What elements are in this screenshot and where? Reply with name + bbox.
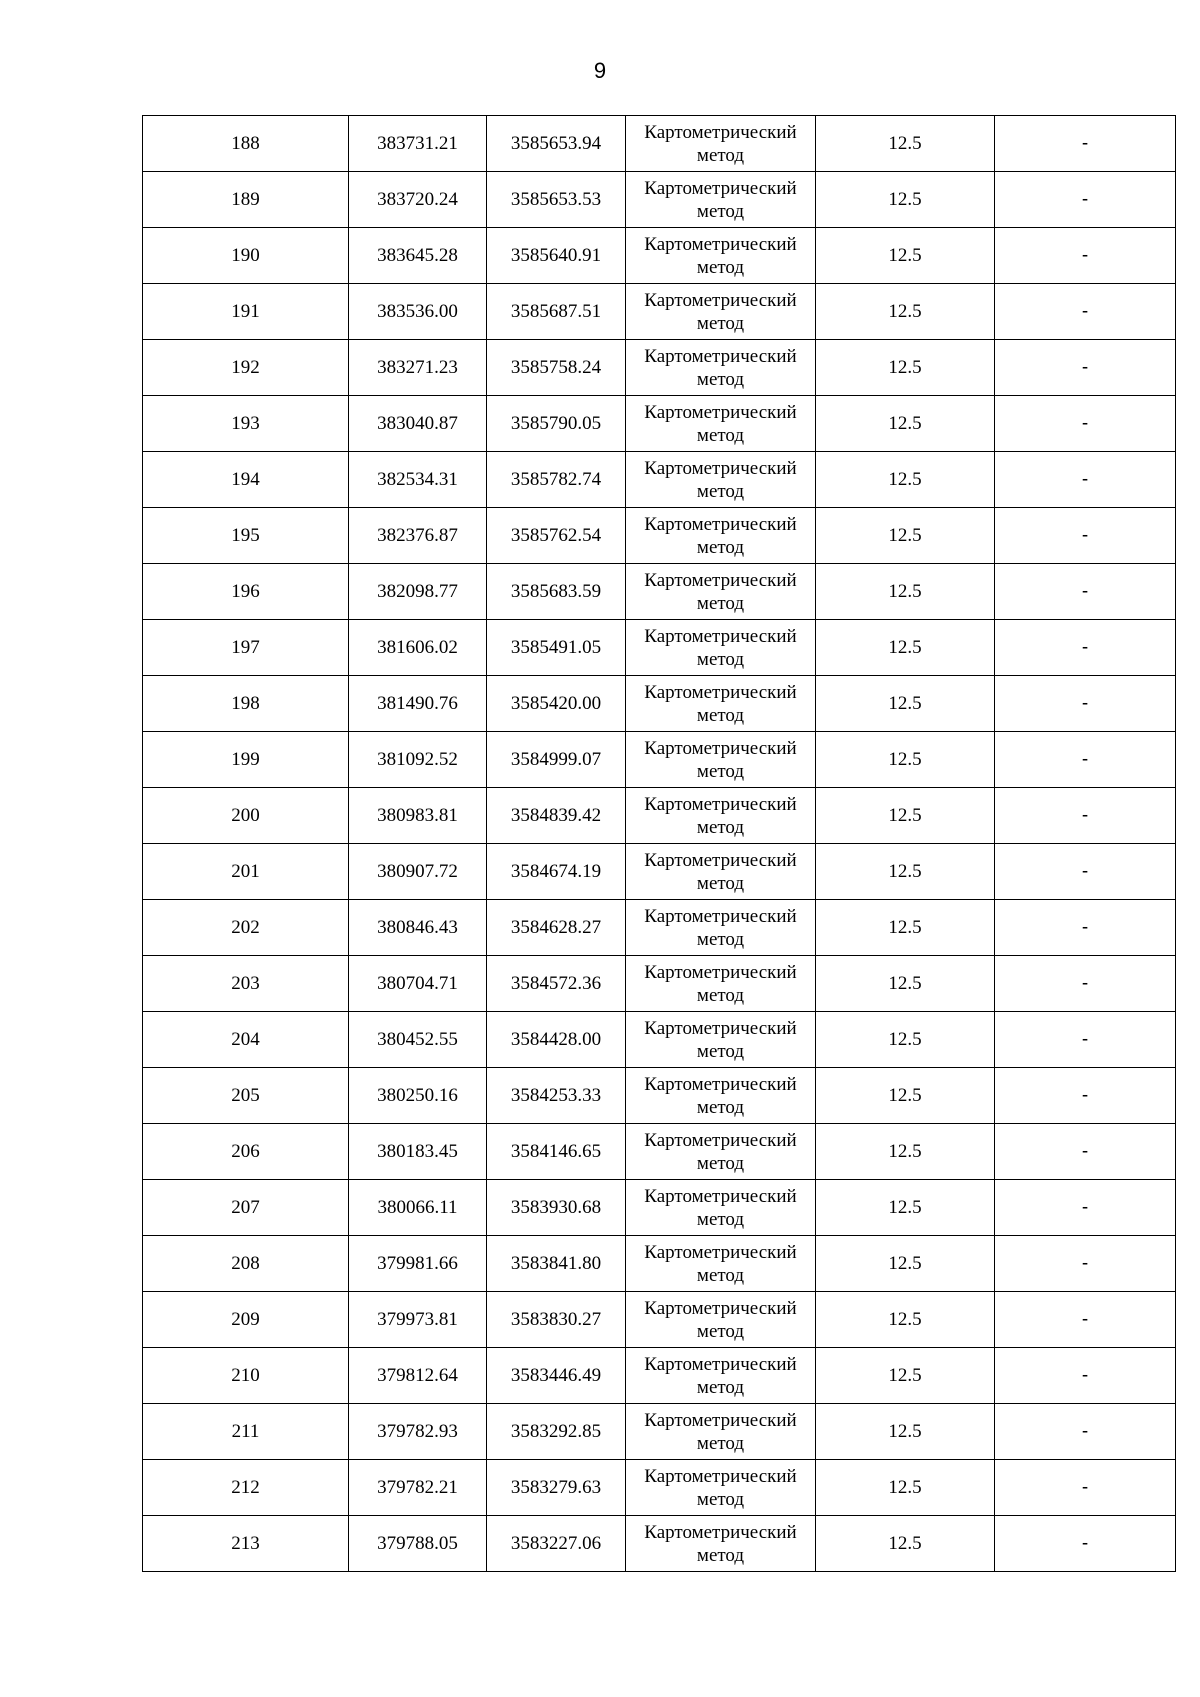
y-coordinate-cell: 3583227.06: [487, 1516, 626, 1572]
table-row: [143, 788, 1176, 844]
y-coordinate-cell: 3585683.59: [487, 564, 626, 620]
method-cell: Картометрический метод: [626, 1012, 816, 1068]
table-row: [143, 508, 1176, 564]
method-cell: Картометрический метод: [626, 844, 816, 900]
description-cell: -: [995, 844, 1176, 900]
method-cell: Картометрический метод: [626, 788, 816, 844]
method-cell: Картометрический метод: [626, 228, 816, 284]
precision-cell: 12.5: [816, 956, 995, 1012]
point-number-cell: 206: [143, 1124, 349, 1180]
point-number-cell: 204: [143, 1012, 349, 1068]
y-coordinate-cell: 3583830.27: [487, 1292, 626, 1348]
table-row: [143, 844, 1176, 900]
precision-cell: 12.5: [816, 1292, 995, 1348]
point-number-cell: 212: [143, 1460, 349, 1516]
y-coordinate-cell: 3583279.63: [487, 1460, 626, 1516]
x-coordinate-cell: 379981.66: [349, 1236, 487, 1292]
table-row: [143, 676, 1176, 732]
precision-cell: 12.5: [816, 1068, 995, 1124]
description-cell: -: [995, 116, 1176, 172]
table-row: [143, 956, 1176, 1012]
y-coordinate-cell: 3585758.24: [487, 340, 626, 396]
point-number-cell: 189: [143, 172, 349, 228]
y-coordinate-cell: 3585762.54: [487, 508, 626, 564]
point-number-cell: 197: [143, 620, 349, 676]
y-coordinate-cell: 3583292.85: [487, 1404, 626, 1460]
method-cell: Картометрический метод: [626, 1348, 816, 1404]
table-row: [143, 116, 1176, 172]
point-number-cell: 203: [143, 956, 349, 1012]
precision-cell: 12.5: [816, 116, 995, 172]
coordinates-table: [142, 115, 1176, 1572]
table-row: [143, 228, 1176, 284]
method-cell: Картометрический метод: [626, 508, 816, 564]
point-number-cell: 213: [143, 1516, 349, 1572]
y-coordinate-cell: 3583841.80: [487, 1236, 626, 1292]
x-coordinate-cell: 379812.64: [349, 1348, 487, 1404]
precision-cell: 12.5: [816, 172, 995, 228]
x-coordinate-cell: 380907.72: [349, 844, 487, 900]
x-coordinate-cell: 382098.77: [349, 564, 487, 620]
x-coordinate-cell: 380452.55: [349, 1012, 487, 1068]
point-number-cell: 207: [143, 1180, 349, 1236]
method-cell: Картометрический метод: [626, 1516, 816, 1572]
table-row: [143, 732, 1176, 788]
method-cell: Картометрический метод: [626, 676, 816, 732]
point-number-cell: 192: [143, 340, 349, 396]
x-coordinate-cell: 381490.76: [349, 676, 487, 732]
precision-cell: 12.5: [816, 1516, 995, 1572]
x-coordinate-cell: 383271.23: [349, 340, 487, 396]
y-coordinate-cell: 3584999.07: [487, 732, 626, 788]
y-coordinate-cell: 3585420.00: [487, 676, 626, 732]
precision-cell: 12.5: [816, 228, 995, 284]
precision-cell: 12.5: [816, 1348, 995, 1404]
x-coordinate-cell: 382376.87: [349, 508, 487, 564]
point-number-cell: 199: [143, 732, 349, 788]
y-coordinate-cell: 3584253.33: [487, 1068, 626, 1124]
point-number-cell: 198: [143, 676, 349, 732]
y-coordinate-cell: 3584839.42: [487, 788, 626, 844]
point-number-cell: 194: [143, 452, 349, 508]
description-cell: -: [995, 452, 1176, 508]
point-number-cell: 210: [143, 1348, 349, 1404]
point-number-cell: 202: [143, 900, 349, 956]
method-cell: Картометрический метод: [626, 1124, 816, 1180]
point-number-cell: 190: [143, 228, 349, 284]
method-cell: Картометрический метод: [626, 956, 816, 1012]
table-row: [143, 1348, 1176, 1404]
x-coordinate-cell: 380846.43: [349, 900, 487, 956]
y-coordinate-cell: 3584674.19: [487, 844, 626, 900]
description-cell: -: [995, 340, 1176, 396]
precision-cell: 12.5: [816, 1012, 995, 1068]
y-coordinate-cell: 3585687.51: [487, 284, 626, 340]
point-number-cell: 211: [143, 1404, 349, 1460]
x-coordinate-cell: 381092.52: [349, 732, 487, 788]
point-number-cell: 193: [143, 396, 349, 452]
precision-cell: 12.5: [816, 844, 995, 900]
point-number-cell: 188: [143, 116, 349, 172]
y-coordinate-cell: 3585790.05: [487, 396, 626, 452]
description-cell: -: [995, 1068, 1176, 1124]
x-coordinate-cell: 380183.45: [349, 1124, 487, 1180]
description-cell: -: [995, 396, 1176, 452]
description-cell: -: [995, 1460, 1176, 1516]
table-row: [143, 1124, 1176, 1180]
precision-cell: 12.5: [816, 284, 995, 340]
point-number-cell: 201: [143, 844, 349, 900]
x-coordinate-cell: 383536.00: [349, 284, 487, 340]
method-cell: Картометрический метод: [626, 340, 816, 396]
precision-cell: 12.5: [816, 452, 995, 508]
precision-cell: 12.5: [816, 620, 995, 676]
table-row: [143, 620, 1176, 676]
method-cell: Картометрический метод: [626, 1236, 816, 1292]
table-row: [143, 284, 1176, 340]
point-number-cell: 195: [143, 508, 349, 564]
description-cell: -: [995, 1180, 1176, 1236]
description-cell: -: [995, 1516, 1176, 1572]
table-row: [143, 1068, 1176, 1124]
x-coordinate-cell: 380983.81: [349, 788, 487, 844]
precision-cell: 12.5: [816, 1180, 995, 1236]
table-row: [143, 1012, 1176, 1068]
table-row: [143, 172, 1176, 228]
precision-cell: 12.5: [816, 1236, 995, 1292]
method-cell: Картометрический метод: [626, 900, 816, 956]
table-row: [143, 452, 1176, 508]
y-coordinate-cell: 3585653.94: [487, 116, 626, 172]
method-cell: Картометрический метод: [626, 620, 816, 676]
precision-cell: 12.5: [816, 564, 995, 620]
x-coordinate-cell: 381606.02: [349, 620, 487, 676]
point-number-cell: 200: [143, 788, 349, 844]
y-coordinate-cell: 3585782.74: [487, 452, 626, 508]
description-cell: -: [995, 172, 1176, 228]
table-row: [143, 1292, 1176, 1348]
description-cell: -: [995, 1124, 1176, 1180]
y-coordinate-cell: 3583930.68: [487, 1180, 626, 1236]
precision-cell: 12.5: [816, 1124, 995, 1180]
description-cell: -: [995, 1236, 1176, 1292]
y-coordinate-cell: 3585491.05: [487, 620, 626, 676]
method-cell: Картометрический метод: [626, 564, 816, 620]
precision-cell: 12.5: [816, 732, 995, 788]
method-cell: Картометрический метод: [626, 1460, 816, 1516]
precision-cell: 12.5: [816, 508, 995, 564]
description-cell: -: [995, 788, 1176, 844]
table-row: [143, 396, 1176, 452]
point-number-cell: 191: [143, 284, 349, 340]
coordinates-table-body: [143, 116, 1176, 1572]
y-coordinate-cell: 3585640.91: [487, 228, 626, 284]
y-coordinate-cell: 3584428.00: [487, 1012, 626, 1068]
description-cell: -: [995, 900, 1176, 956]
x-coordinate-cell: 383720.24: [349, 172, 487, 228]
table-row: [143, 900, 1176, 956]
precision-cell: 12.5: [816, 788, 995, 844]
x-coordinate-cell: 383731.21: [349, 116, 487, 172]
method-cell: Картометрический метод: [626, 452, 816, 508]
table-row: [143, 1180, 1176, 1236]
table-row: [143, 1516, 1176, 1572]
y-coordinate-cell: 3583446.49: [487, 1348, 626, 1404]
x-coordinate-cell: 379782.21: [349, 1460, 487, 1516]
description-cell: -: [995, 620, 1176, 676]
method-cell: Картометрический метод: [626, 172, 816, 228]
table-row: [143, 340, 1176, 396]
precision-cell: 12.5: [816, 900, 995, 956]
method-cell: Картометрический метод: [626, 284, 816, 340]
precision-cell: 12.5: [816, 1460, 995, 1516]
table-row: [143, 564, 1176, 620]
x-coordinate-cell: 383040.87: [349, 396, 487, 452]
y-coordinate-cell: 3584146.65: [487, 1124, 626, 1180]
x-coordinate-cell: 383645.28: [349, 228, 487, 284]
y-coordinate-cell: 3584572.36: [487, 956, 626, 1012]
description-cell: -: [995, 564, 1176, 620]
point-number-cell: 205: [143, 1068, 349, 1124]
precision-cell: 12.5: [816, 340, 995, 396]
method-cell: Картометрический метод: [626, 1068, 816, 1124]
precision-cell: 12.5: [816, 396, 995, 452]
description-cell: -: [995, 284, 1176, 340]
description-cell: -: [995, 228, 1176, 284]
precision-cell: 12.5: [816, 1404, 995, 1460]
description-cell: -: [995, 508, 1176, 564]
method-cell: Картометрический метод: [626, 116, 816, 172]
description-cell: -: [995, 1012, 1176, 1068]
point-number-cell: 196: [143, 564, 349, 620]
x-coordinate-cell: 379973.81: [349, 1292, 487, 1348]
point-number-cell: 208: [143, 1236, 349, 1292]
x-coordinate-cell: 379782.93: [349, 1404, 487, 1460]
table-row: [143, 1404, 1176, 1460]
table-row: [143, 1236, 1176, 1292]
precision-cell: 12.5: [816, 676, 995, 732]
method-cell: Картометрический метод: [626, 732, 816, 788]
description-cell: -: [995, 956, 1176, 1012]
x-coordinate-cell: 380704.71: [349, 956, 487, 1012]
y-coordinate-cell: 3585653.53: [487, 172, 626, 228]
description-cell: -: [995, 732, 1176, 788]
y-coordinate-cell: 3584628.27: [487, 900, 626, 956]
method-cell: Картометрический метод: [626, 1292, 816, 1348]
method-cell: Картометрический метод: [626, 1404, 816, 1460]
description-cell: -: [995, 1348, 1176, 1404]
method-cell: Картометрический метод: [626, 1180, 816, 1236]
point-number-cell: 209: [143, 1292, 349, 1348]
x-coordinate-cell: 379788.05: [349, 1516, 487, 1572]
page-number: 9: [593, 58, 607, 83]
description-cell: -: [995, 1292, 1176, 1348]
method-cell: Картометрический метод: [626, 396, 816, 452]
x-coordinate-cell: 380066.11: [349, 1180, 487, 1236]
description-cell: -: [995, 1404, 1176, 1460]
table-row: [143, 1460, 1176, 1516]
x-coordinate-cell: 382534.31: [349, 452, 487, 508]
x-coordinate-cell: 380250.16: [349, 1068, 487, 1124]
description-cell: -: [995, 676, 1176, 732]
